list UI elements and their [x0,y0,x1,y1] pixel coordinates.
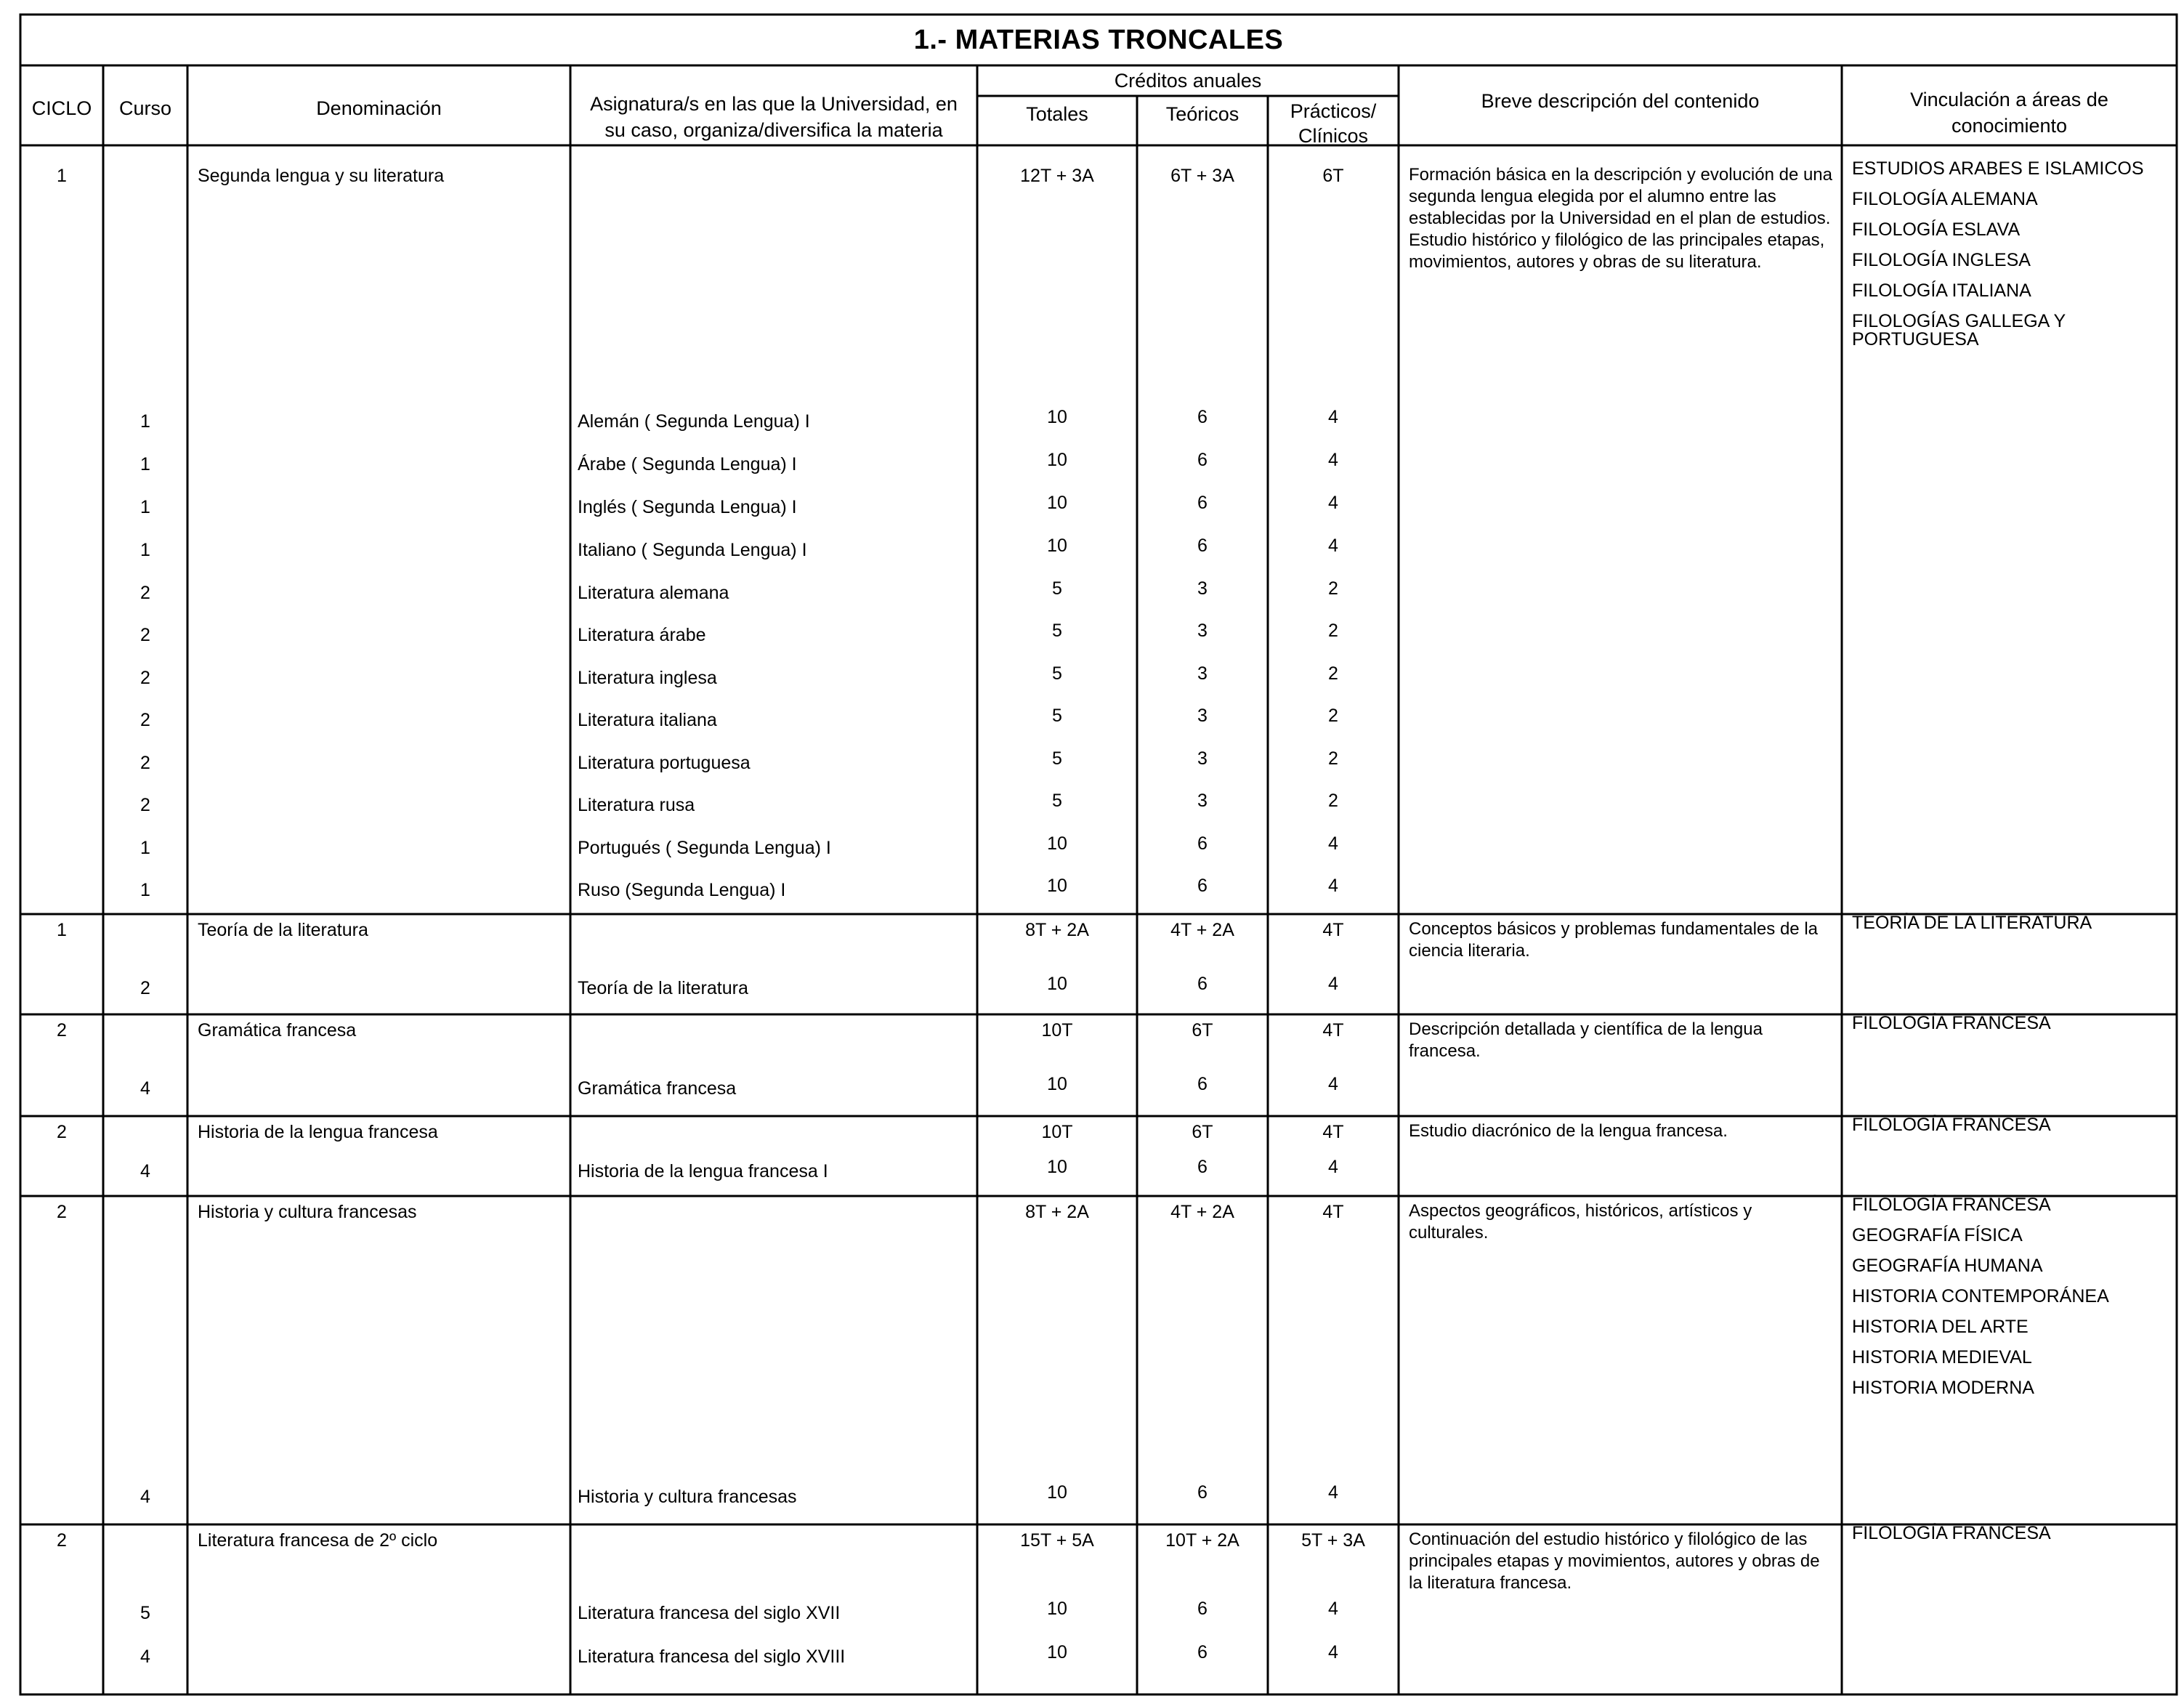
asignatura-creditos-practicos: 4 [1328,1074,1338,1094]
asignatura-nombre: Literatura portuguesa [578,753,751,773]
header-curso: Curso [118,97,172,119]
materia-creditos-totales: 8T + 2A [1025,920,1089,940]
materia-areas [1852,158,2165,350]
area-item: GEOGRAFÍA FÍSICA [1852,1225,2023,1245]
asignatura-curso: 1 [140,411,150,432]
materia-denominacion: Historia de la lengua francesa [198,1122,438,1142]
asignatura-nombre: Historia y cultura francesas [578,1487,797,1507]
asignatura-nombre: Historia de la lengua francesa I [578,1161,828,1181]
asignatura-curso: 5 [140,1603,150,1623]
asignatura-nombre: Árabe ( Segunda Lengua) I [578,454,797,474]
header-asignaturas-line1: Asignatura/s en las que la Universidad, en [590,93,958,115]
asignatura-nombre: Literatura alemana [578,583,729,603]
asignatura-creditos-teoricos: 6 [1197,1482,1208,1503]
asignatura-creditos-practicos: 4 [1328,833,1338,854]
materia-creditos-practicos: 4T [1322,920,1344,940]
asignatura-creditos-practicos: 4 [1328,1482,1338,1503]
asignatura-curso: 2 [140,625,150,645]
header-teoricos: Teóricos [1165,103,1239,125]
asignatura-creditos-teoricos: 6 [1197,450,1208,470]
asignatura-creditos-totales: 5 [1052,663,1062,684]
asignatura-creditos-teoricos: 6 [1197,1599,1208,1619]
header-totales: Totales [1026,103,1088,125]
asignatura-nombre: Gramática francesa [578,1078,737,1099]
asignatura-creditos-totales: 10 [1047,1599,1067,1619]
area-item: FILOLOGÍA ESLAVA [1852,219,2021,240]
area-item: FILOLOGÍA INGLESA [1852,250,2031,270]
materia-creditos-practicos: 4T [1322,1202,1344,1222]
area-item: TEORÍA DE LA LITERATURA [1852,913,2092,933]
asignatura-creditos-totales: 10 [1047,1642,1067,1662]
materia-descripcion: Conceptos básicos y problemas fundamentales de la ciencia literaria. [1409,919,1818,961]
asignatura-curso: 1 [140,880,150,900]
asignatura-creditos-practicos: 4 [1328,493,1338,513]
header-practicos-line1: Prácticos/ [1290,100,1377,122]
asignatura-creditos-practicos: 2 [1328,663,1338,684]
materia-creditos-practicos: 6T [1322,166,1344,186]
area-item: FILOLOGÍAS GALLEGA Y PORTUGUESA [1852,311,2066,350]
asignatura-creditos-teoricos: 6 [1197,1074,1208,1094]
asignatura-creditos-teoricos: 3 [1197,621,1208,641]
asignatura-creditos-totales: 10 [1047,1157,1067,1177]
materia-creditos-teoricos: 4T + 2A [1170,920,1234,940]
materia-descripcion: Aspectos geográficos, históricos, artísticos y culturales. [1409,1201,1752,1243]
materia-denominacion: Teoría de la literatura [198,920,368,940]
asignatura-creditos-practicos: 2 [1328,578,1338,599]
asignatura-creditos-teoricos: 3 [1197,748,1208,769]
area-item: GEOGRAFÍA HUMANA [1852,1256,2043,1276]
materia-descripcion: Estudio diacrónico de la lengua francesa. [1409,1121,1728,1141]
asignatura-creditos-totales: 5 [1052,791,1062,811]
asignatura-creditos-totales: 10 [1047,974,1067,994]
asignatura-nombre: Literatura inglesa [578,668,717,688]
asignatura-creditos-totales: 10 [1047,876,1067,896]
asignatura-creditos-teoricos: 6 [1197,876,1208,896]
materia-creditos-totales: 8T + 2A [1025,1202,1089,1222]
area-item: FILOLOGÍA FRANCESA [1852,1523,2051,1543]
asignatura-creditos-teoricos: 6 [1197,493,1208,513]
materia-ciclo: 2 [57,1202,67,1222]
asignatura-creditos-totales: 10 [1047,1482,1067,1503]
area-item: FILOLOGÍA FRANCESA [1852,1115,2051,1135]
area-item: FILOLOGÍA FRANCESA [1852,1013,2051,1033]
asignatura-creditos-totales: 10 [1047,493,1067,513]
asignatura-creditos-teoricos: 6 [1197,1642,1208,1662]
asignatura-curso: 2 [140,710,150,730]
asignatura-nombre: Italiano ( Segunda Lengua) I [578,540,807,560]
asignatura-nombre: Teoría de la literatura [578,978,748,998]
header-ciclo: CICLO [31,97,92,119]
asignatura-nombre: Literatura italiana [578,710,717,730]
materia-denominacion: Historia y cultura francesas [198,1202,417,1222]
area-item: HISTORIA CONTEMPORÁNEA [1852,1286,2109,1306]
materia-creditos-teoricos: 10T + 2A [1165,1530,1239,1551]
materia-ciclo: 1 [57,920,67,940]
area-item: HISTORIA DEL ARTE [1852,1317,2029,1337]
area-item: FILOLOGÍA FRANCESA [1852,1195,2051,1215]
asignatura-creditos-teoricos: 3 [1197,663,1208,684]
asignatura-creditos-teoricos: 3 [1197,791,1208,811]
materia-creditos-totales: 15T + 5A [1020,1530,1094,1551]
materia-descripcion: Formación básica en la descripción y evolución de una segunda lengua elegida por el alumno entre las establecidas por la Universidad en el plan de estudios. Estudio histórico y filológico de las principales etapas, movimientos, autores y obras de su literatura. [1409,165,1832,272]
materia-denominacion: Segunda lengua y su literatura [198,166,445,186]
asignatura-creditos-practicos: 4 [1328,1642,1338,1662]
header-vinculacion-line1: Vinculación a áreas de [1910,89,2108,110]
asignatura-creditos-teoricos: 3 [1197,578,1208,599]
asignatura-curso: 2 [140,795,150,815]
asignatura-curso: 1 [140,497,150,517]
asignatura-creditos-totales: 5 [1052,706,1062,726]
materia-areas [1852,914,2165,945]
asignatura-creditos-totales: 5 [1052,748,1062,769]
asignatura-creditos-practicos: 2 [1328,791,1338,811]
asignatura-curso: 2 [140,978,150,998]
materia-areas [1852,1524,2165,1555]
asignatura-nombre: Inglés ( Segunda Lengua) I [578,497,797,517]
asignatura-curso: 1 [140,838,150,858]
asignatura-creditos-practicos: 4 [1328,407,1338,427]
materia-ciclo: 2 [57,1020,67,1041]
asignatura-creditos-practicos: 2 [1328,706,1338,726]
header-creditos-anuales: Créditos anuales [1114,70,1262,92]
header-vinculacion-line2: conocimiento [1951,115,2068,137]
asignatura-curso: 4 [140,1647,150,1667]
asignatura-curso: 4 [140,1161,150,1181]
asignatura-creditos-totales: 10 [1047,833,1067,854]
asignatura-creditos-teoricos: 6 [1197,833,1208,854]
materia-creditos-teoricos: 4T + 2A [1170,1202,1234,1222]
materia-areas [1852,1014,2165,1045]
header-denominacion: Denominación [316,97,442,119]
asignatura-creditos-teoricos: 6 [1197,407,1208,427]
materia-creditos-practicos: 4T [1322,1122,1344,1142]
area-item: HISTORIA MEDIEVAL [1852,1347,2032,1367]
page-title: 1.- MATERIAS TRONCALES [913,25,1284,55]
asignatura-curso: 1 [140,454,150,474]
materia-creditos-practicos: 4T [1322,1020,1344,1041]
asignatura-creditos-practicos: 4 [1328,876,1338,896]
materia-creditos-practicos: 5T + 3A [1301,1530,1365,1551]
materia-creditos-totales: 10T [1041,1122,1073,1142]
materia-ciclo: 1 [57,166,67,186]
asignatura-creditos-practicos: 2 [1328,621,1338,641]
asignatura-creditos-teoricos: 3 [1197,706,1208,726]
asignatura-nombre: Portugués ( Segunda Lengua) I [578,838,831,858]
materia-creditos-teoricos: 6T [1192,1020,1213,1041]
materia-creditos-totales: 10T [1041,1020,1073,1041]
area-item: FILOLOGÍA ALEMANA [1852,189,2038,209]
asignatura-nombre: Literatura francesa del siglo XVII [578,1603,841,1623]
materia-ciclo: 2 [57,1122,67,1142]
asignatura-creditos-practicos: 4 [1328,974,1338,994]
asignatura-creditos-totales: 10 [1047,407,1067,427]
asignatura-creditos-practicos: 4 [1328,450,1338,470]
area-item: FILOLOGÍA ITALIANA [1852,280,2031,301]
materia-denominacion: Gramática francesa [198,1020,357,1041]
asignatura-creditos-totales: 5 [1052,621,1062,641]
materia-creditos-teoricos: 6T [1192,1122,1213,1142]
header-practicos-line2: Clínicos [1298,125,1369,147]
asignatura-creditos-teoricos: 6 [1197,974,1208,994]
materia-creditos-teoricos: 6T + 3A [1170,166,1234,186]
asignatura-curso: 2 [140,583,150,603]
materia-descripcion: Continuación del estudio histórico y filológico de las principales etapas y movimientos, autores y obras de la literatura francesa. [1409,1530,1820,1593]
asignatura-nombre: Literatura francesa del siglo XVIII [578,1647,846,1667]
asignatura-nombre: Ruso (Segunda Lengua) I [578,880,786,900]
asignatura-creditos-totales: 10 [1047,536,1067,556]
asignatura-nombre: Literatura árabe [578,625,706,645]
asignatura-creditos-practicos: 4 [1328,536,1338,556]
asignatura-nombre: Alemán ( Segunda Lengua) I [578,411,810,432]
asignatura-creditos-totales: 5 [1052,578,1062,599]
area-item: ESTUDIOS ARABES E ISLAMICOS [1852,158,2144,179]
area-item: HISTORIA MODERNA [1852,1378,2034,1398]
materia-areas [1852,1196,2165,1410]
header-asignaturas-line2: su caso, organiza/diversifica la materia [604,119,943,141]
asignatura-creditos-teoricos: 6 [1197,1157,1208,1177]
materia-descripcion: Descripción detallada y científica de la lengua francesa. [1409,1019,1763,1061]
asignatura-curso: 4 [140,1487,150,1507]
asignatura-creditos-practicos: 4 [1328,1157,1338,1177]
asignatura-curso: 1 [140,540,150,560]
asignatura-creditos-totales: 10 [1047,450,1067,470]
materia-areas [1852,1116,2165,1147]
asignatura-creditos-practicos: 2 [1328,748,1338,769]
asignatura-creditos-practicos: 4 [1328,1599,1338,1619]
materia-creditos-totales: 12T + 3A [1020,166,1094,186]
asignatura-creditos-totales: 10 [1047,1074,1067,1094]
asignatura-nombre: Literatura rusa [578,795,695,815]
header-descripcion: Breve descripción del contenido [1481,90,1760,112]
materia-ciclo: 2 [57,1530,67,1551]
asignatura-curso: 2 [140,668,150,688]
asignatura-curso: 4 [140,1078,150,1099]
asignatura-curso: 2 [140,753,150,773]
asignatura-creditos-teoricos: 6 [1197,536,1208,556]
materia-denominacion: Literatura francesa de 2º ciclo [198,1530,438,1551]
